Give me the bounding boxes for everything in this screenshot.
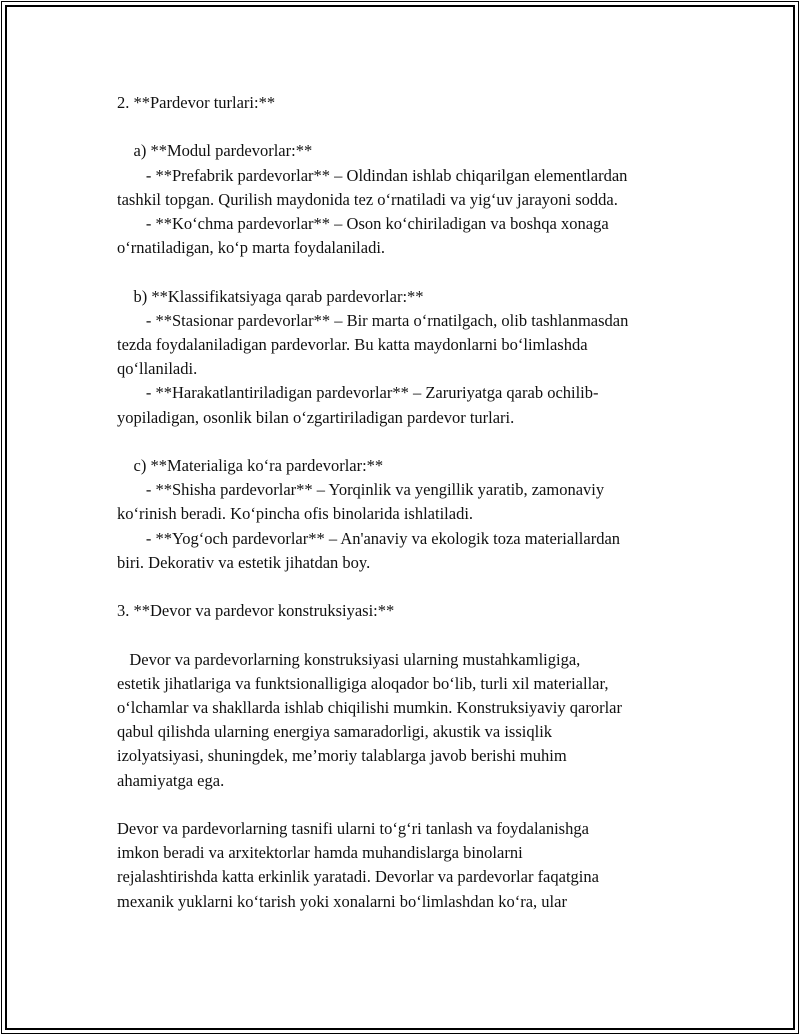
blank-line <box>117 623 687 647</box>
text-line: oʻrnatiladigan, koʻp marta foydalaniladi. <box>117 238 386 258</box>
text-line: koʻrinish beradi. Koʻpincha ofis binolarida ishlatiladi. <box>117 504 474 524</box>
blank-line <box>117 260 687 284</box>
text-line: Devor va pardevorlarning konstruksiyasi ularning mustahkamligiga, <box>117 649 581 669</box>
text-line: b) **Klassifikatsiyaga qarab pardevorlar:** <box>117 286 424 306</box>
text-line: - **Prefabrik pardevorlar** – Oldindan ishlab chiqarilgan elementlardan <box>117 165 628 185</box>
text-line: qabul qilishda ularning energiya samaradorligi, akustik va issiqlik <box>117 722 553 742</box>
text-line: - **Harakatlantiriladigan pardevorlar** – Zaruriyatga qarab ochilib- <box>117 383 599 403</box>
text-line: biri. Dekorativ va estetik jihatdan boy. <box>117 552 371 572</box>
text-line: a) **Modul pardevorlar:** <box>117 141 313 161</box>
text-line: ahamiyatga ega. <box>117 770 225 790</box>
blank-line <box>117 793 687 817</box>
text-line: - **Shisha pardevorlar** – Yorqinlik va yengillik yaratib, zamonaviy <box>117 480 605 500</box>
blank-line <box>117 575 687 599</box>
text-line: izolyatsiyasi, shuningdek, me’moriy talablarga javob berishi muhim <box>117 746 567 766</box>
text-line: qoʻllaniladi. <box>117 359 198 379</box>
text-line: mexanik yuklarni koʻtarish yoki xonalarni boʻlimlashdan koʻra, ular <box>117 891 567 911</box>
text-line: tashkil topgan. Qurilish maydonida tez oʻrnatiladi va yigʻuv jarayoni sodda. <box>117 189 618 209</box>
text-line: estetik jihatlariga va funktsionalligiga aloqador boʻlib, turli xil materiallar, <box>117 673 609 693</box>
text-line: 3. **Devor va pardevor konstruksiyasi:** <box>117 601 395 621</box>
text-line: rejalashtirishda katta erkinlik yaratadi. Devorlar va pardevorlar faqatgina <box>117 867 599 887</box>
blank-line <box>117 430 687 454</box>
text-line: - **Stasionar pardevorlar** – Bir marta oʻrnatilgach, olib tashlanmasdan <box>117 310 629 330</box>
text-line: - **Koʻchma pardevorlar** – Oson koʻchiriladigan va boshqa xonaga <box>117 214 609 233</box>
text-line: yopiladigan, osonlik bilan oʻzgartiriladigan pardevor turlari. <box>117 407 515 427</box>
text-line: Devor va pardevorlarning tasnifi ularni toʻgʻri tanlash va foydalanishga <box>117 819 589 838</box>
text-line: oʻlchamlar va shakllarda ishlab chiqilishi mumkin. Konstruksiyaviy qarorlar <box>117 698 622 717</box>
text-line: 2. **Pardevor turlari:** <box>117 93 276 112</box>
text-line: - **Yogʻoch pardevorlar** – An'anaviy va ekologik toza materiallardan <box>117 528 621 548</box>
document-body <box>117 91 687 914</box>
text-line: tezda foydalaniladigan pardevorlar. Bu katta maydonlarni boʻlimlashda <box>117 335 588 354</box>
text-line: c) **Materialiga koʻra pardevorlar:** <box>117 456 384 475</box>
text-line: imkon beradi va arxitektorlar hamda muhandislarga binolarni <box>117 843 523 863</box>
blank-line <box>117 115 687 139</box>
